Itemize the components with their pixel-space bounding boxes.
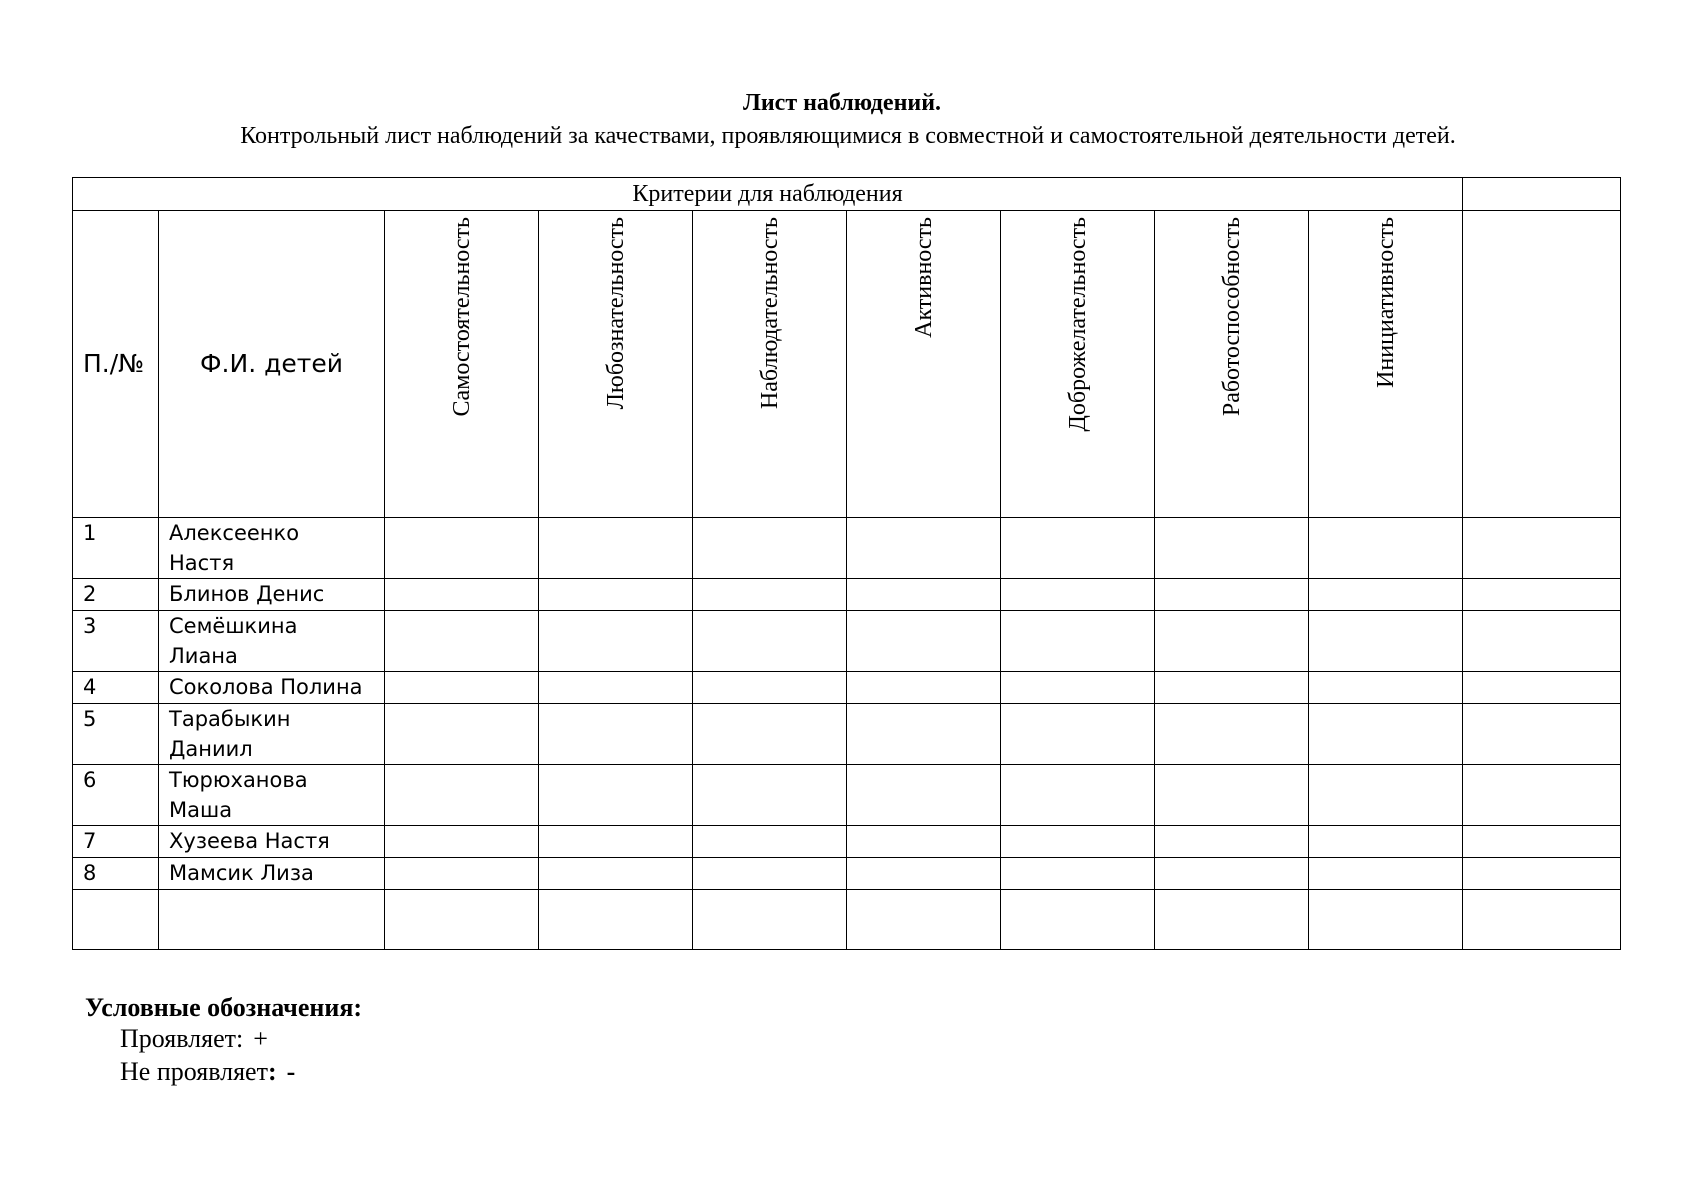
row-number: 3 bbox=[73, 611, 159, 672]
observation-cell[interactable] bbox=[1309, 611, 1463, 672]
empty-cell[interactable] bbox=[1001, 890, 1155, 950]
child-name-line1: Алексеенко bbox=[169, 521, 300, 545]
empty-cell[interactable] bbox=[693, 890, 847, 950]
observation-cell[interactable] bbox=[1001, 579, 1155, 611]
criteria-title: Критерии для наблюдения bbox=[73, 178, 1463, 211]
observation-cell[interactable] bbox=[1155, 611, 1309, 672]
observation-cell[interactable] bbox=[539, 518, 693, 579]
table-row bbox=[73, 826, 1621, 858]
criterion-header bbox=[385, 211, 539, 518]
criterion-header bbox=[1155, 211, 1309, 518]
observation-cell[interactable] bbox=[1309, 672, 1463, 704]
legend-not-shows bbox=[120, 1057, 295, 1087]
observation-cell[interactable] bbox=[693, 765, 847, 826]
empty-cell[interactable] bbox=[73, 890, 159, 950]
observation-cell[interactable] bbox=[385, 826, 539, 858]
observation-cell[interactable] bbox=[385, 765, 539, 826]
criterion-header bbox=[1001, 211, 1155, 518]
table-body bbox=[73, 518, 1621, 950]
row-number: 6 bbox=[73, 765, 159, 826]
table-row bbox=[73, 518, 1621, 579]
observation-cell[interactable] bbox=[1155, 765, 1309, 826]
observation-cell[interactable] bbox=[1309, 518, 1463, 579]
observation-cell[interactable] bbox=[385, 704, 539, 765]
observation-cell[interactable] bbox=[1463, 672, 1621, 704]
criterion-label: Наблюдательность bbox=[756, 217, 783, 410]
criterion-label: Самостоятельность bbox=[448, 217, 475, 417]
observation-cell[interactable] bbox=[385, 672, 539, 704]
child-name-line1: Блинов Денис bbox=[169, 582, 325, 606]
child-name bbox=[159, 611, 385, 672]
observation-cell[interactable] bbox=[1463, 765, 1621, 826]
row-number: 2 bbox=[73, 579, 159, 611]
child-name bbox=[159, 672, 385, 704]
row-number: 8 bbox=[73, 858, 159, 890]
observation-cell[interactable] bbox=[1463, 826, 1621, 858]
criteria-title-extra-cell bbox=[1463, 178, 1621, 211]
empty-cell[interactable] bbox=[539, 890, 693, 950]
child-name-line2: Настя bbox=[169, 551, 235, 575]
criterion-label: Доброжелательность bbox=[1064, 217, 1091, 432]
observation-cell[interactable] bbox=[1155, 858, 1309, 890]
row-number: 5 bbox=[73, 704, 159, 765]
observation-cell[interactable] bbox=[1309, 826, 1463, 858]
observation-cell[interactable] bbox=[1001, 672, 1155, 704]
row-number: 4 bbox=[73, 672, 159, 704]
table-row bbox=[73, 858, 1621, 890]
observation-cell[interactable] bbox=[1001, 611, 1155, 672]
empty-cell[interactable] bbox=[159, 890, 385, 950]
observation-cell[interactable] bbox=[693, 704, 847, 765]
observation-cell[interactable] bbox=[847, 518, 1001, 579]
observation-cell[interactable] bbox=[693, 672, 847, 704]
observation-cell[interactable] bbox=[1155, 518, 1309, 579]
criterion-label: Активность bbox=[910, 217, 937, 338]
observation-cell[interactable] bbox=[1001, 765, 1155, 826]
observation-cell[interactable] bbox=[847, 858, 1001, 890]
child-name-line2: Даниил bbox=[169, 737, 253, 761]
observation-cell[interactable] bbox=[1309, 579, 1463, 611]
observation-cell[interactable] bbox=[1463, 858, 1621, 890]
observation-cell[interactable] bbox=[1155, 704, 1309, 765]
table-row bbox=[73, 579, 1621, 611]
empty-cell[interactable] bbox=[1463, 890, 1621, 950]
observation-cell[interactable] bbox=[847, 611, 1001, 672]
child-name-line2: Маша bbox=[169, 798, 233, 822]
observation-cell[interactable] bbox=[847, 765, 1001, 826]
empty-row bbox=[73, 890, 1621, 950]
empty-cell[interactable] bbox=[847, 890, 1001, 950]
criterion-header bbox=[539, 211, 693, 518]
legend-not-shows-colon: : bbox=[267, 1057, 277, 1086]
observation-cell[interactable] bbox=[1463, 579, 1621, 611]
observation-cell[interactable] bbox=[1155, 672, 1309, 704]
child-name-line2: Лиана bbox=[169, 644, 238, 668]
observation-cell[interactable] bbox=[1155, 579, 1309, 611]
observation-cell[interactable] bbox=[1309, 704, 1463, 765]
criterion-header bbox=[847, 211, 1001, 518]
observation-cell[interactable] bbox=[1001, 826, 1155, 858]
legend-shows bbox=[120, 1024, 268, 1054]
observation-cell[interactable] bbox=[385, 579, 539, 611]
observation-cell[interactable] bbox=[1309, 765, 1463, 826]
document-subtitle: Контрольный лист наблюдений за качествами, проявляющимися в совместной и самостоятельной деятельности детей. bbox=[240, 123, 1456, 149]
observation-cell[interactable] bbox=[1001, 704, 1155, 765]
criterion-header bbox=[1309, 211, 1463, 518]
observation-cell[interactable] bbox=[847, 579, 1001, 611]
column-header-number: П./№ bbox=[73, 211, 159, 518]
child-name-line1: Хузеева Настя bbox=[169, 829, 330, 853]
header-row bbox=[73, 211, 1621, 518]
observation-cell[interactable] bbox=[385, 518, 539, 579]
table-row bbox=[73, 704, 1621, 765]
document-title: Лист наблюдений. bbox=[742, 90, 942, 116]
empty-cell[interactable] bbox=[385, 890, 539, 950]
child-name bbox=[159, 826, 385, 858]
child-name bbox=[159, 518, 385, 579]
observation-cell[interactable] bbox=[1309, 858, 1463, 890]
observation-cell[interactable] bbox=[539, 579, 693, 611]
row-number: 7 bbox=[73, 826, 159, 858]
legend-title: Условные обозначения: bbox=[85, 993, 363, 1022]
table-row bbox=[73, 765, 1621, 826]
legend-shows-label: Проявляет: bbox=[120, 1024, 244, 1053]
observation-cell[interactable] bbox=[1001, 518, 1155, 579]
observation-cell[interactable] bbox=[693, 826, 847, 858]
observation-cell[interactable] bbox=[693, 518, 847, 579]
child-name-line1: Мамсик Лиза bbox=[169, 861, 314, 885]
legend-shows-symbol: + bbox=[253, 1024, 268, 1053]
table-row bbox=[73, 611, 1621, 672]
criterion-header-empty bbox=[1463, 211, 1621, 518]
column-header-name: Ф.И. детей bbox=[159, 211, 385, 518]
legend-not-shows-label: Не проявляет bbox=[120, 1057, 268, 1086]
child-name bbox=[159, 579, 385, 611]
observation-cell[interactable] bbox=[693, 579, 847, 611]
child-name-line1: Тарабыкин bbox=[169, 707, 291, 731]
observation-cell[interactable] bbox=[539, 704, 693, 765]
legend-not-shows-symbol: - bbox=[286, 1057, 296, 1086]
child-name bbox=[159, 765, 385, 826]
empty-cell[interactable] bbox=[1309, 890, 1463, 950]
observation-cell[interactable] bbox=[1463, 704, 1621, 765]
child-name bbox=[159, 858, 385, 890]
criteria-title-row bbox=[73, 178, 1621, 211]
child-name-line1: Тюрюханова bbox=[169, 768, 308, 792]
child-name-line1: Семёшкина bbox=[169, 614, 298, 638]
child-name-line1: Соколова Полина bbox=[169, 675, 363, 699]
observation-cell[interactable] bbox=[847, 672, 1001, 704]
observation-cell[interactable] bbox=[1155, 826, 1309, 858]
observation-cell[interactable] bbox=[539, 858, 693, 890]
criterion-label: Работоспособность bbox=[1218, 217, 1245, 417]
observation-table bbox=[72, 177, 1621, 950]
observation-cell[interactable] bbox=[847, 704, 1001, 765]
observation-cell[interactable] bbox=[539, 611, 693, 672]
observation-cell[interactable] bbox=[1463, 611, 1621, 672]
table-row bbox=[73, 672, 1621, 704]
observation-cell[interactable] bbox=[385, 611, 539, 672]
observation-cell[interactable] bbox=[1463, 518, 1621, 579]
observation-cell[interactable] bbox=[693, 858, 847, 890]
observation-cell[interactable] bbox=[1001, 858, 1155, 890]
observation-cell[interactable] bbox=[539, 672, 693, 704]
row-number: 1 bbox=[73, 518, 159, 579]
criterion-label: Инициативность bbox=[1372, 217, 1399, 388]
criterion-label: Любознательность bbox=[602, 217, 629, 410]
observation-cell[interactable] bbox=[693, 611, 847, 672]
empty-cell[interactable] bbox=[1155, 890, 1309, 950]
observation-cell[interactable] bbox=[385, 858, 539, 890]
observation-cell[interactable] bbox=[539, 765, 693, 826]
criterion-header bbox=[693, 211, 847, 518]
observation-cell[interactable] bbox=[539, 826, 693, 858]
child-name bbox=[159, 704, 385, 765]
observation-cell[interactable] bbox=[847, 826, 1001, 858]
